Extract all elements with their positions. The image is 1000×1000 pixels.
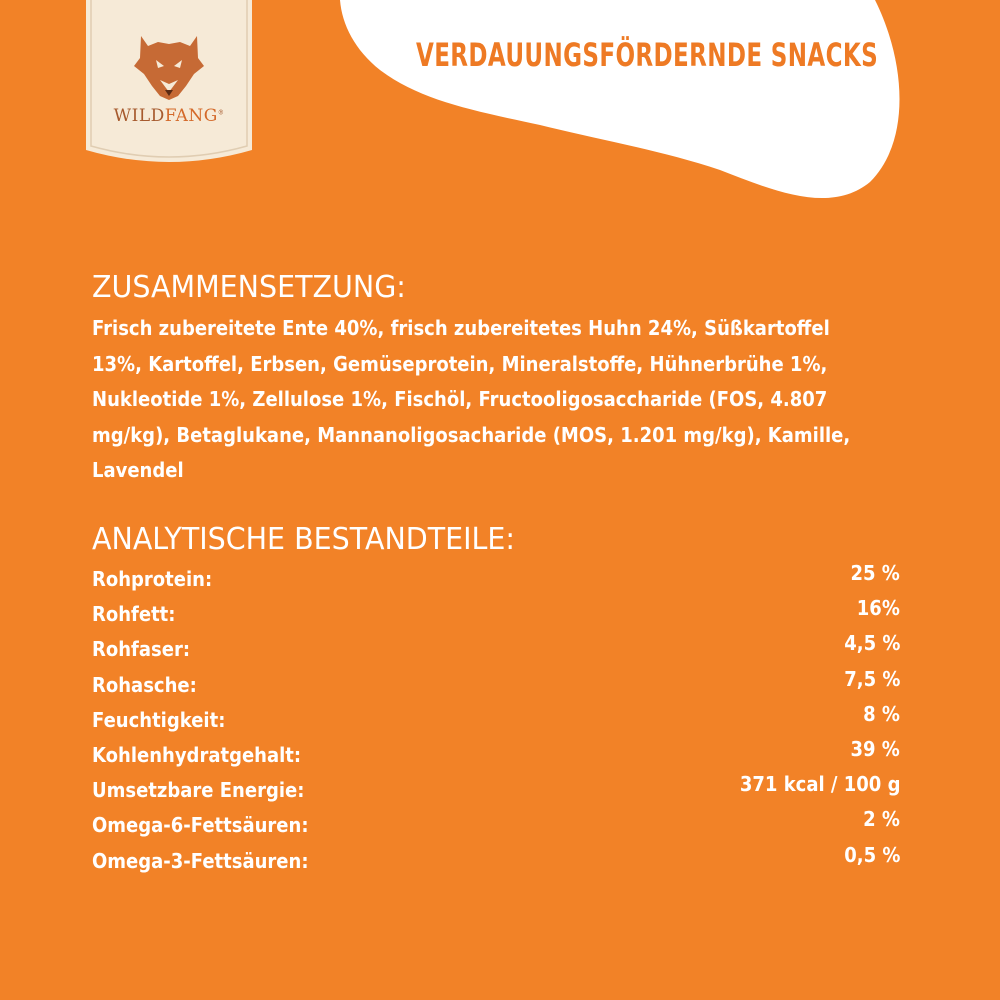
brand-name-wild: WILD: [113, 106, 165, 126]
composition-title: ZUSAMMENSETZUNG:: [92, 270, 406, 305]
analysis-label: Feuchtigkeit:: [92, 707, 226, 732]
analysis-value: 4,5 %: [843, 631, 900, 656]
analysis-row: [92, 702, 900, 737]
analysis-value: 371 kcal / 100 g: [739, 772, 900, 797]
analysis-value: 7,5 %: [843, 666, 900, 691]
composition-text: Frisch zubereitete Ente 40%, frisch zubereitetes Huhn 24%, Süßkartoffel 13%, Kartoffel, Erbsen, Gemüseprotein, Mineralstoffe, Hühnerbrühe 1%, Nukleotide 1%, Zellulose 1%, Fischöl, Fructooligosaccharide (FOS, 4.807 mg/kg), Betaglukane, Mannanoligosacharide (MOS, 1.201 mg/kg), Kamille, Lavendel: [92, 316, 851, 482]
logo-badge: [86, 0, 252, 166]
analysis-row: [92, 596, 900, 631]
analysis-value: 39 %: [850, 736, 900, 761]
analysis-title: ANALYTISCHE BESTANDTEILE:: [92, 522, 516, 557]
analysis-row: [92, 561, 900, 596]
registered-mark: ®: [217, 109, 225, 117]
analysis-row: [92, 631, 900, 666]
brand-name-fang: FANG: [164, 106, 218, 126]
analysis-row: [92, 737, 900, 772]
analysis-value: 0,5 %: [843, 842, 900, 867]
brand-logo: [86, 106, 252, 126]
analysis-value: 16%: [856, 596, 900, 621]
analysis-list: [92, 561, 900, 878]
analysis-value: 2 %: [863, 807, 900, 832]
analysis-row: [92, 807, 900, 842]
analysis-label: Rohfett:: [92, 602, 176, 627]
analysis-label: Kohlenhydratgehalt:: [92, 742, 302, 767]
analysis-label: Rohasche:: [92, 672, 197, 697]
analysis-label: Omega-6-Fettsäuren:: [92, 813, 309, 838]
analysis-row: [92, 772, 900, 807]
analysis-label: Rohfaser:: [92, 637, 191, 662]
analysis-value: 25 %: [850, 561, 900, 585]
analysis-value: 8 %: [863, 701, 900, 726]
headline: VERDAUUNGSFÖRDERNDE SNACKS: [416, 36, 879, 74]
analysis-label: Rohprotein:: [92, 567, 213, 591]
analysis-label: Omega-3-Fettsäuren:: [92, 848, 309, 873]
analysis-row: [92, 667, 900, 702]
analysis-label: Umsetzbare Energie:: [92, 778, 305, 803]
analysis-row: [92, 843, 900, 878]
